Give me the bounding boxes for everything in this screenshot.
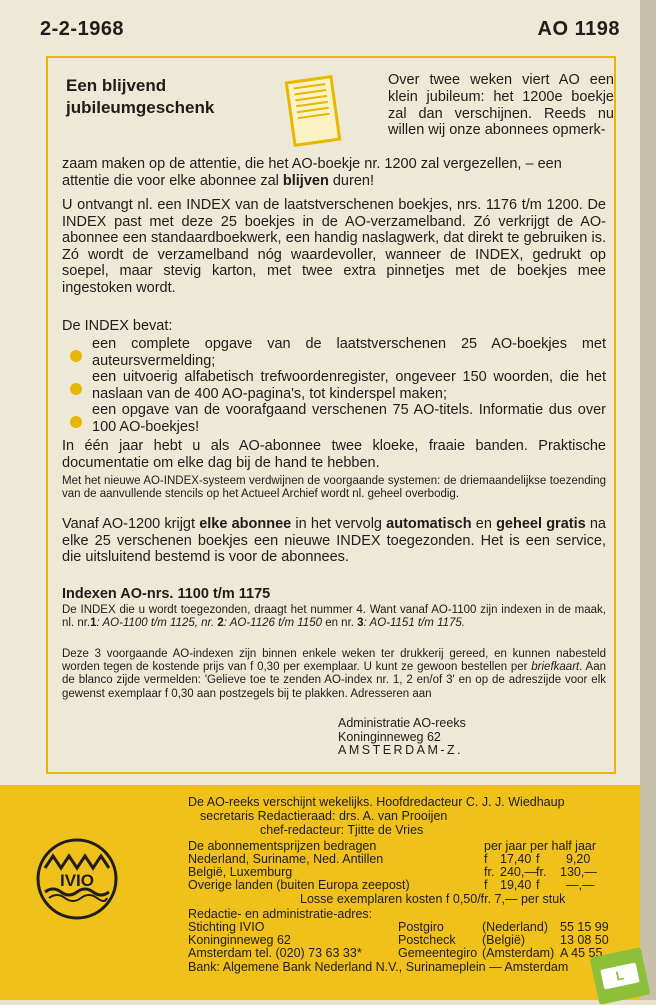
paragraph-4: Vanaf AO-1200 krijgt elke abonnee in het vervolg automatisch en geheel gratis na elke 25 verschenen boekjes een nieuwe INDEX toegezonden. Het is een service, die uitsluitend bestemd is voor de abonnees. — [62, 516, 606, 566]
per-half-year-header: per half jaar — [530, 839, 597, 853]
issue-code: AO 1198 — [537, 18, 620, 40]
index-contents-list — [62, 336, 606, 436]
footer-secretary-line: secretaris Redactieraad: drs. A. van Prooijen — [200, 809, 448, 823]
per-year-header: per jaar — [484, 839, 527, 853]
intro-text: Over twee weken viert AO een klein jubileum: het 1200e boekje zal dan verschijnen. Reeds nu willen wij onze abonnees opmerk- — [388, 72, 614, 139]
bank-line: Bank: Algemene Bank Nederland N.V., Surinameplein — Amsterdam — [188, 960, 569, 974]
booklet-icon — [285, 75, 342, 147]
single-copy-price: Losse exemplaren kosten f 0,50/fr. 7,— per stuk — [300, 892, 566, 906]
bullet-icon — [70, 383, 82, 395]
paragraph-6: Deze 3 voorgaande AO-indexen zijn binnen enkele weken ter drukkerij gereed, en kunnen nabesteld worden tegen de kostende prijs van f 0,30 per exemplaar. U kunt ze gewoon bestellen per briefkaart. Aan de blanco zijde vermelden: 'Gelieve toe te zenden AO-index nr. 1, 2 en/of 3' en op de adreszijde voor elk gewenst exemplaar f 0,30 aan postzegels bij te plakken. Adresseren aan — [62, 648, 606, 700]
issue-date: 2-2-1968 — [40, 18, 125, 40]
spine — [640, 0, 656, 1000]
list-item: een uitvoerig alfabetisch trefwoordenregister, ongeveer 150 woorden, die het naslaan van de 400 AO-pagina's, tot kinderspel maken; — [62, 369, 606, 402]
paragraph-5: De INDEX die u wordt toegezonden, draagt het nummer 4. Want vanaf AO-1100 zijn indexen in de maak, nl. nr.1: AO-1100 t/m 1125, nr. 2: AO-1126 t/m 1150 en nr. 3: AO-1151 t/m 1175. — [62, 604, 606, 630]
svg-text:IVIO: IVIO — [59, 871, 95, 890]
footer-editor-line: chef-redacteur: Tjitte de Vries — [260, 823, 424, 837]
paragraph-3: Met het nieuwe AO-INDEX-systeem verdwijnen de voorgaande systemen: de driemaandelijkse toezending van de aanvullende stencils op het Actueel Archief wordt nl. geheel overbodig. — [62, 475, 606, 501]
list-item: een opgave van de voorafgaand verschenen 75 AO-titels. Informatie dus over 100 AO-boekjes! — [62, 402, 606, 435]
mailing-address: Administratie AO-reeks Koninginneweg 62 AMSTERDAM-Z. — [338, 716, 466, 757]
paragraph-2: In één jaar hebt u als AO-abonnee twee kloeke, fraaie banden. Praktische documentatie om elke dag bij de hand te hebben. — [62, 438, 606, 471]
index-intro: De INDEX bevat: — [62, 318, 173, 334]
intro-continued: zaam maken op de attentie, die het AO-boekje nr. 1200 zal vergezellen, – een attentie die voor elke abonnee zal blijven duren! — [62, 156, 562, 189]
bullet-icon — [70, 416, 82, 428]
subheading: Indexen AO-nrs. 1100 t/m 1175 — [62, 586, 271, 602]
address-header: Redactie- en administratie-adres: — [188, 907, 373, 921]
paragraph-1: U ontvangt nl. een INDEX van de laatstverschenen boekjes, nrs. 1176 t/m 1200. De INDEX past met deze 25 boekjes in de AO-verzamelband. Zó verkrijgt de AO-abonnee een standaardboekwerk, een handig naslagwerk, dat direkt te gebruiken is. Zó wordt de verzamelband nóg waardevoller, wanneer de INDEX, gedrukt op soepel, maar stevig karton, met twee extra pinnetjes met de boekjes mee ingestoken wordt. — [62, 197, 606, 296]
article-title: Een blijvend jubileumgeschenk — [66, 76, 215, 117]
footer-publisher-line: De AO-reeks verschijnt wekelijks. Hoofdredacteur C. J. J. Wiedhaup — [188, 795, 565, 809]
list-item: een complete opgave van de laatstverschenen 25 AO-boekjes met auteursvermelding; — [62, 336, 606, 369]
bullet-icon — [70, 350, 82, 362]
shop-stamp: L — [590, 947, 651, 1005]
prices-header: De abonnementsprijzen bedragen — [188, 839, 377, 853]
ivio-logo — [36, 838, 118, 920]
